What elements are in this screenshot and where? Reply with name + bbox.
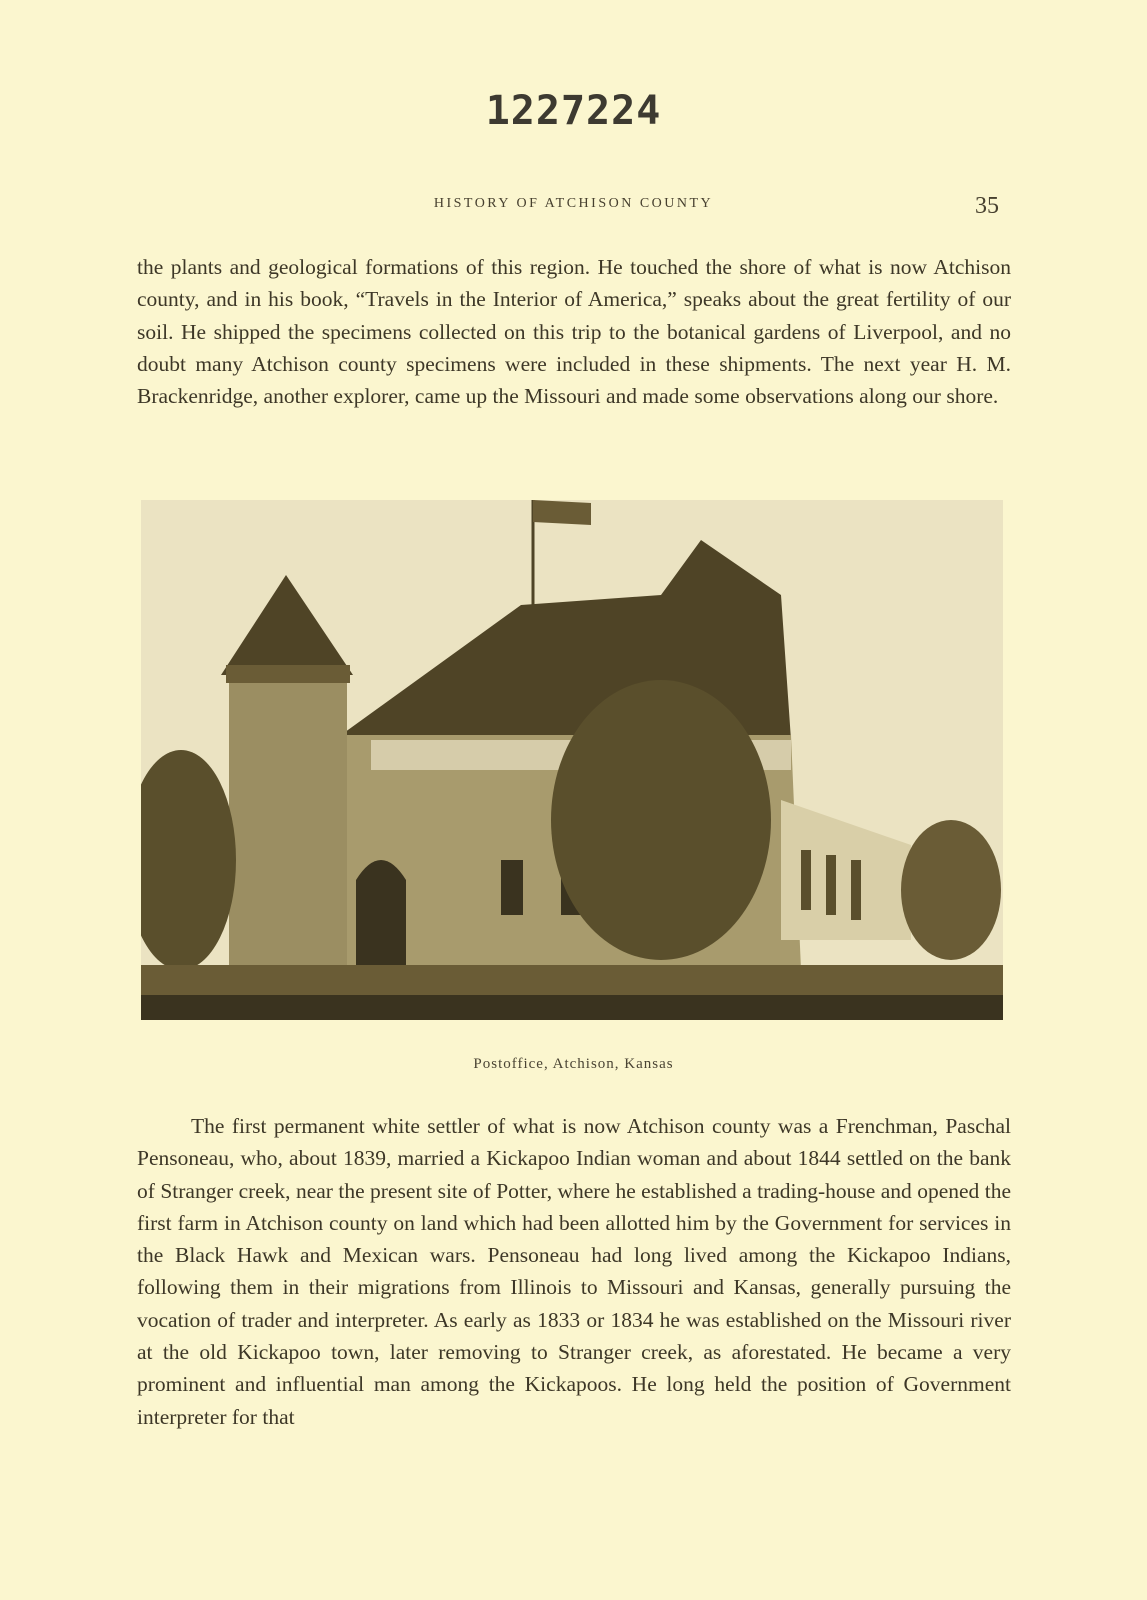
accession-number-stamp: 1227224 (485, 88, 662, 134)
body-paragraph-2: The first permanent white settler of what is now Atchison county was a Frenchman, Paschal Pensoneau, who, about 1839, married a Kickapoo Indian woman and about 1844 settled on the bank of Stranger creek, near the present site of Potter, where he established a trading-house and opened the first farm in Atchison county on land which had been allotted him by the Government for services in the Black Hawk and Mexican wars. Pensoneau had long lived among the Kickapoo Indians, following them in their migrations from Illinois to Missouri and Kansas, generally pursuing the vocation of trader and interpreter. As early as 1833 or 1834 he was established on the Missouri river at the old Kickapoo town, later removing to Stranger creek, as aforestated. He became a very prominent and influential man among the Kickapoos. He long held the position of Government interpreter for that (137, 1114, 1011, 1429)
postoffice-photograph (141, 500, 1003, 1035)
body-paragraph-1: the plants and geological formations of this region. He touched the shore of what is now Atchison county, and in his book, “Travels in the Interior of America,” speaks about the great fertility of our soil. He shipped the specimens collected on this trip to the botanical gardens of Liverpool, and no doubt many Atchison county specimens were included in these shipments. The next year H. M. Brackenridge, another explorer, came up the Missouri and made some observations along our shore. (137, 255, 1011, 409)
photo-illustration (141, 500, 1003, 1035)
figure-caption: Postoffice, Atchison, Kansas (473, 1056, 674, 1072)
running-head: HISTORY OF ATCHISON COUNTY (433, 196, 714, 211)
page-number: 35 (975, 193, 999, 219)
